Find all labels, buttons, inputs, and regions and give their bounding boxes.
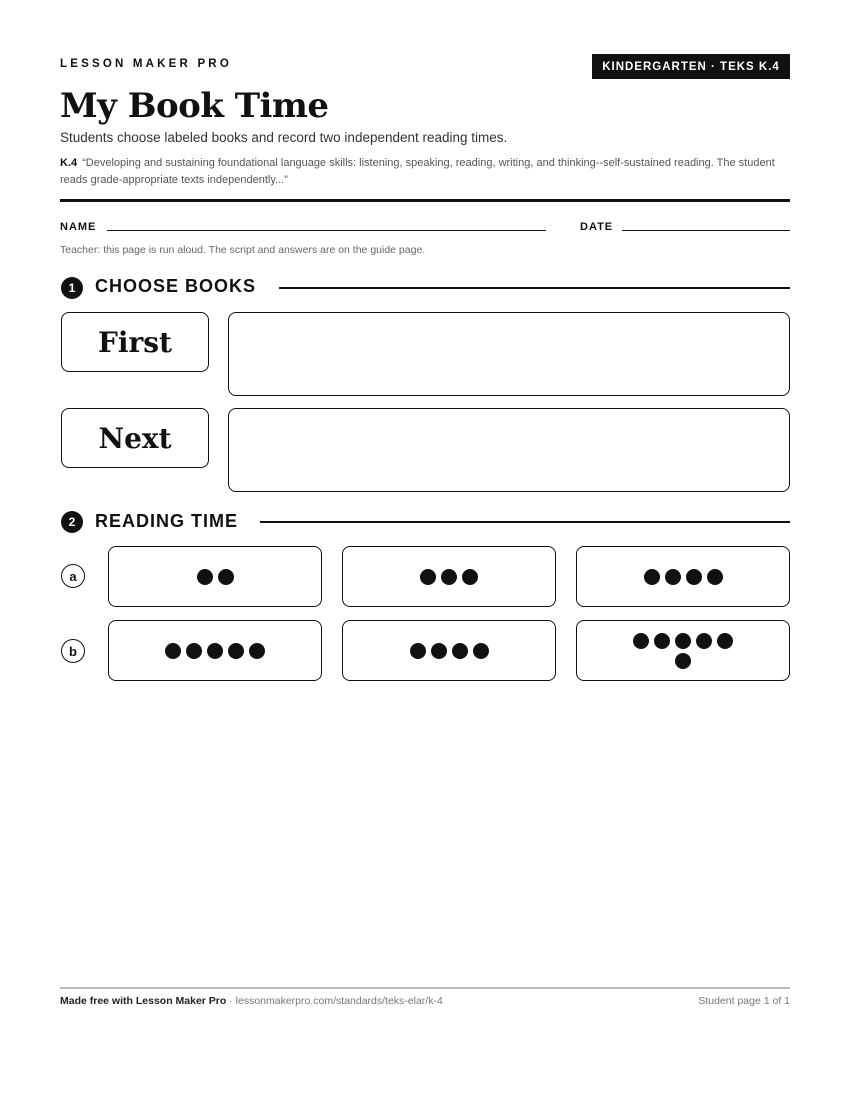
standard-code: K.4 <box>60 157 78 169</box>
count-dot <box>441 569 457 585</box>
date-label: DATE <box>580 221 614 233</box>
count-dot <box>644 569 660 585</box>
row-letter-a: a <box>61 564 85 588</box>
header-divider <box>60 199 790 202</box>
count-dot <box>633 633 649 649</box>
section-2-number: 2 <box>61 511 83 533</box>
dot-choice-box[interactable] <box>342 546 556 607</box>
footer-made-with: Made free with Lesson Maker Pro <box>60 995 227 1007</box>
dot-choice-box[interactable] <box>342 620 556 681</box>
count-dot <box>665 569 681 585</box>
teacher-note: Teacher: this page is run aloud. The script and answers are on the guide page. <box>60 244 426 256</box>
grade-standard-badge: KINDERGARTEN · TEKS K.4 <box>592 54 790 79</box>
section-1-number: 1 <box>61 277 83 299</box>
count-dot <box>431 643 447 659</box>
count-dot <box>218 569 234 585</box>
count-dot <box>197 569 213 585</box>
count-dot <box>207 643 223 659</box>
count-dot <box>707 569 723 585</box>
page-subtitle: Students choose labeled books and record two independent reading times. <box>60 130 508 145</box>
footer-url: · lessonmakerpro.com/standards/teks-elar/k-4 <box>226 995 443 1007</box>
count-dot <box>675 653 691 669</box>
footer-divider <box>60 987 790 989</box>
page-title: My Book Time <box>60 86 329 126</box>
book-label-next: Next <box>61 408 209 468</box>
count-dot <box>165 643 181 659</box>
count-dot <box>473 643 489 659</box>
count-dot <box>228 643 244 659</box>
dot-choice-box[interactable] <box>108 620 322 681</box>
section-2-rule <box>260 521 790 523</box>
row-letter-b: b <box>61 639 85 663</box>
count-dot <box>452 643 468 659</box>
name-label: NAME <box>60 221 97 233</box>
section-1-rule <box>279 287 790 289</box>
section-1-title: CHOOSE BOOKS <box>95 276 257 296</box>
count-dot <box>462 569 478 585</box>
footer-credit <box>60 995 443 1007</box>
count-dot <box>420 569 436 585</box>
count-dot <box>186 643 202 659</box>
count-dot <box>410 643 426 659</box>
standard-text: “Developing and sustaining foundational language skills: listening, speaking, reading, writing, and thinking--self-sustained reading. The student reads grade-appropriate texts independently...” <box>60 157 775 186</box>
count-dot <box>696 633 712 649</box>
dot-choice-box[interactable] <box>576 546 790 607</box>
book-write-box-first[interactable] <box>228 312 790 396</box>
footer-page-number: Student page 1 of 1 <box>698 995 790 1007</box>
count-dot <box>686 569 702 585</box>
dot-choice-box[interactable] <box>108 546 322 607</box>
standard-description <box>60 155 790 189</box>
count-dot <box>717 633 733 649</box>
count-dot <box>249 643 265 659</box>
book-label-first: First <box>61 312 209 372</box>
book-write-box-next[interactable] <box>228 408 790 492</box>
brand-name: LESSON MAKER PRO <box>60 58 232 70</box>
date-line[interactable] <box>622 230 790 231</box>
dot-choice-box[interactable] <box>576 620 790 681</box>
name-line[interactable] <box>107 230 546 231</box>
count-dot <box>675 633 691 649</box>
count-dot <box>654 633 670 649</box>
section-2-title: READING TIME <box>95 511 239 531</box>
